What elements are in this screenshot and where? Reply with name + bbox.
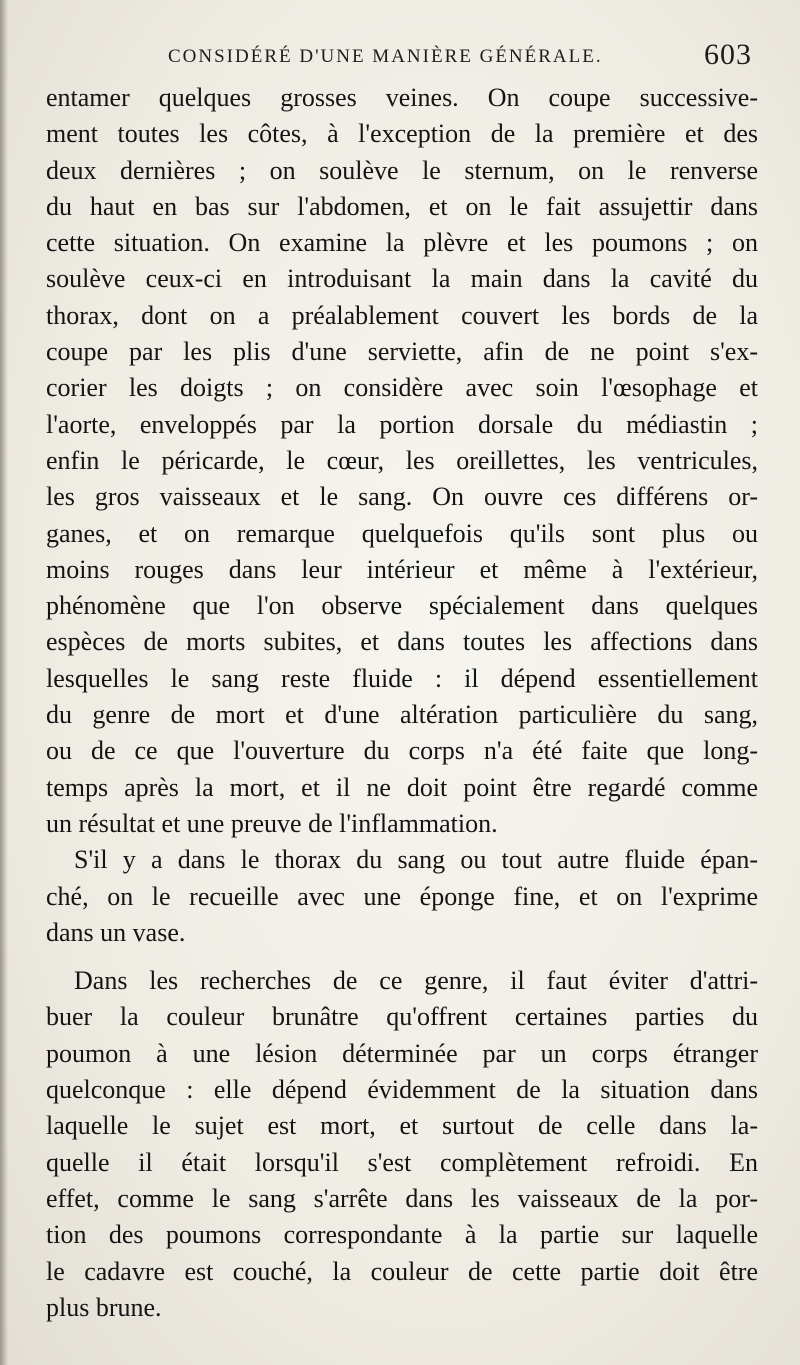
text-line: un résultat et une preuve de l'inflammation. — [46, 808, 498, 838]
text-line: lesquelles le sang reste fluide : il dépend essentiellement — [46, 663, 758, 693]
text-line: corier les doigts ; on considère avec soin l'œsophage et — [46, 373, 758, 403]
text-line: coupe par les plis d'une serviette, afin de ne point s'ex- — [46, 337, 758, 367]
text-line: l'aorte, enveloppés par la portion dorsale du médiastin ; — [46, 409, 758, 439]
text-line: ment toutes les côtes, à l'exception de la première et des — [46, 119, 758, 149]
text-line: laquelle le sujet est mort, et surtout de celle dans la- — [46, 1111, 758, 1141]
text-line: du genre de mort et d'une altération particulière du sang, — [46, 700, 758, 730]
text-line: quelconque : elle dépend évidemment de la situation dans — [46, 1075, 758, 1105]
text-line: du haut en bas sur l'abdomen, et on le fait assujettir dans — [46, 191, 758, 221]
paragraph — [46, 963, 758, 1326]
text-line: tion des poumons correspondante à la partie sur laquelle — [46, 1220, 758, 1250]
running-title: CONSIDÉRÉ D'UNE MANIÈRE GÉNÉRALE. — [168, 46, 603, 67]
text-line: plus brune. — [46, 1292, 162, 1322]
page-header — [60, 38, 760, 78]
text-line: espèces de morts subites, et dans toutes les affections dans — [46, 627, 758, 657]
text-line: temps après la mort, et il ne doit point être regardé comme — [46, 772, 758, 802]
text-line: ou de ce que l'ouverture du corps n'a été faite que long- — [46, 736, 758, 766]
text-line: ganes, et on remarque quelquefois qu'ils sont plus ou — [46, 518, 758, 548]
text-line: le cadavre est couché, la couleur de cette partie doit être — [46, 1256, 758, 1286]
text-line: Dans les recherches de ce genre, il faut éviter d'attri- — [74, 966, 758, 996]
page-number: 603 — [704, 38, 752, 71]
body-text — [46, 80, 758, 1326]
text-line: les gros vaisseaux et le sang. On ouvre ces différens or- — [46, 482, 758, 512]
text-line: entamer quelques grosses veines. On coupe successive- — [46, 83, 758, 112]
text-line: effet, comme le sang s'arrête dans les vaisseaux de la por- — [46, 1183, 758, 1213]
text-line: soulève ceux-ci en introduisant la main dans la cavité du — [46, 264, 758, 294]
text-line: thorax, dont on a préalablement couvert les bords de la — [46, 300, 758, 330]
page-gutter-shadow — [0, 0, 8, 1365]
text-line: moins rouges dans leur intérieur et même à l'extérieur, — [46, 554, 758, 584]
text-line: enfin le péricarde, le cœur, les oreillettes, les ventricules, — [46, 445, 758, 475]
text-line: poumon à une lésion déterminée par un corps étranger — [46, 1038, 758, 1068]
text-line: dans un vase. — [46, 917, 186, 947]
text-line: buer la couleur brunâtre qu'offrent certaines parties du — [46, 1002, 758, 1032]
text-line: phénomène que l'on observe spécialement dans quelques — [46, 591, 758, 621]
paragraph — [46, 80, 758, 842]
text-line: cette situation. On examine la plèvre et les poumons ; on — [46, 228, 758, 258]
text-line: S'il y a dans le thorax du sang ou tout autre fluide épan- — [74, 845, 758, 875]
paragraph — [46, 842, 758, 951]
text-line: deux dernières ; on soulève le sternum, on le renverse — [46, 155, 758, 185]
text-line: quelle il était lorsqu'il s'est complètement refroidi. En — [46, 1147, 758, 1177]
text-line: ché, on le recueille avec une éponge fine, et on l'exprime — [46, 881, 758, 911]
